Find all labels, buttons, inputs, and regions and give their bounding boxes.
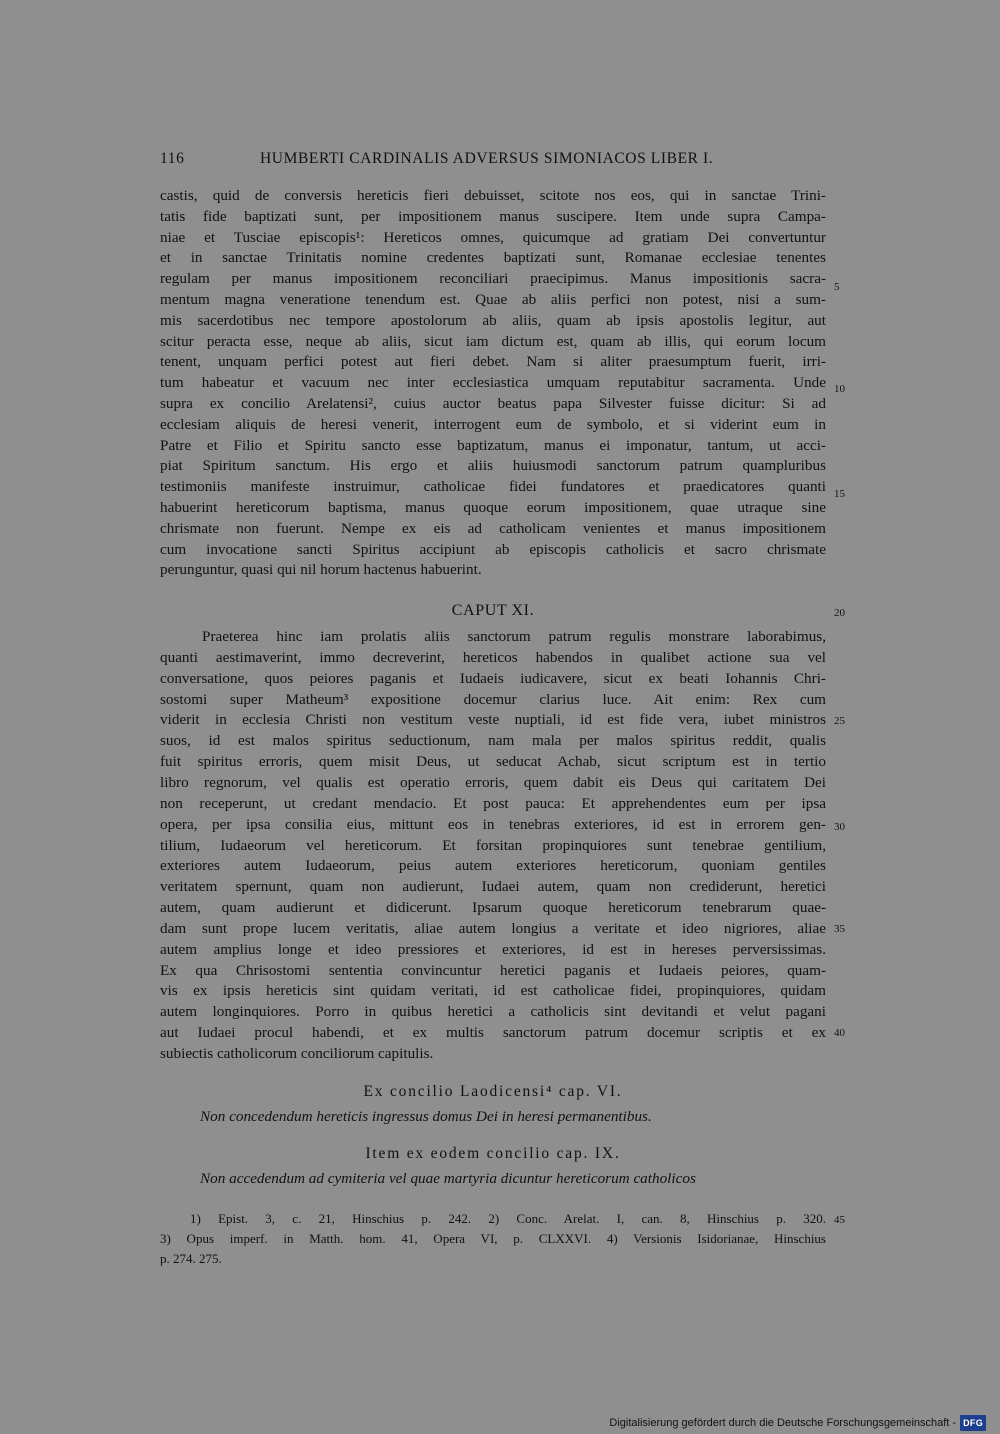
section-heading-eodem: Item ex eodem concilio cap. IX.	[365, 1145, 621, 1162]
margin-line-number: 40	[834, 1027, 845, 1039]
text-line: autem longinquiores. Porro in quibus heretici a catholicis sint devitandi et velut pagani	[160, 1003, 826, 1021]
footer-credit	[609, 1416, 986, 1430]
text-line: chrismate non fuerunt. Nempe ex eis ad catholicam venientes et manus impositionem	[160, 519, 826, 537]
margin-line-number: 30	[834, 821, 845, 833]
text-line: libro regnorum, vel qualis est operatio erroris, quem dabit eis Deus qui caritatem Dei	[160, 773, 826, 791]
text-line: tum habeatur et vacuum nec inter ecclesiastica umquam reputabitur sacramenta. Unde	[160, 374, 826, 392]
text-line: dam sunt prope lucem veritatis, aliae autem longius a veritate et ideo nigriores, aliae	[160, 919, 826, 937]
text-line: piat Spiritum sanctum. His ergo et aliis huiusmodi sanctorum patrum quampluribus	[160, 457, 826, 475]
text-line: subiectis catholicorum conciliorum capitulis.	[160, 1045, 434, 1062]
text-line: regulam per manus impositionem reconciliari praecipimus. Manus impositionis sacra-	[160, 270, 826, 288]
margin-line-number: 35	[834, 923, 845, 935]
text-line: mis sacerdotibus nec tempore apostolorum ab aliis, quam ab ipsis apostolis legitur, aut	[160, 311, 826, 329]
section-heading-laodicensi: Ex concilio Laodicensi⁴ cap. VI.	[363, 1083, 623, 1100]
running-title: HUMBERTI CARDINALIS ADVERSUS SIMONIACOS LIBER I.	[260, 150, 714, 167]
text-line: testimoniis manifeste instruimur, catholicae fidei fundatores et praedicatores quanti	[160, 478, 826, 496]
text-line: perunguntur, quasi qui nil horum hactenus habuerint.	[160, 561, 482, 579]
text-line: Ex qua Chrisostomi sententia convincuntur heretici paganis et Iudaeis peiores, quam-	[160, 961, 826, 979]
margin-line-number: 10	[834, 383, 845, 395]
text-line: tilium, Iudaeorum vel hereticorum. Et forsitan propinquiores sunt tenebrae gentilium,	[160, 836, 826, 854]
section-text-laodicensi: Non concedendum hereticis ingressus domus Dei in heresi permanentibus.	[200, 1108, 652, 1125]
text-line: tatis fide baptizati sunt, per impositionem manus suscipere. Item unde supra Campa-	[160, 207, 826, 225]
text-line: vis ex ipsis hereticis sint quidam veritati, id est catholicae fidei, propinquiores, quidam	[160, 982, 826, 1000]
section-text-eodem: Non accedendum ad cymiteria vel quae martyria dicuntur hereticorum catholicos	[200, 1170, 696, 1187]
dfg-logo: DFG	[960, 1415, 986, 1431]
text-line: et in sanctae Trinitatis nomine credentes baptizati sunt, Romanae ecclesiae tenentes	[160, 249, 826, 267]
margin-line-number: 20	[834, 607, 845, 619]
text-line: niae et Tusciae episcopis¹: Hereticos omnes, quicumque ad gratiam Dei convertuntur	[160, 228, 826, 246]
text-line: habuerint hereticorum baptisma, manus quoque eorum impositionem, quae utraque sine	[160, 499, 826, 516]
margin-line-number: 5	[834, 281, 840, 293]
text-line: autem, quam audierunt et didicerunt. Ipsarum quoque hereticorum tenebrarum quae-	[160, 899, 826, 917]
text-line: aut Iudaei procul habendi, et ex multis sanctorum patrum docemur scriptis et ex	[160, 1024, 826, 1042]
text-line: sostomi super Matheum³ expositione docemur clarius luce. Ait enim: Rex cum	[160, 690, 826, 708]
text-line: opera, per ipsa consilia eius, mittunt eos in tenebras exteriores, id est in errorem gen-	[160, 815, 826, 833]
text-line: Praeterea hinc iam prolatis aliis sanctorum patrum regulis monstrare laborabimus,	[202, 628, 826, 645]
margin-line-number: 25	[834, 715, 845, 727]
text-line: tenent, unquam perfici potest aut fieri debet. Nam si aliter praesumptum fuerit, irri-	[160, 353, 826, 371]
footnote-line: 1) Epist. 3, c. 21, Hinschius p. 242. 2) Conc. Arelat. I, can. 8, Hinschius p. 320.	[190, 1211, 826, 1226]
text-line: autem amplius longe et ideo pressiores et exteriores, id est in hereses perversissimas.	[160, 940, 826, 958]
text-line: conversatione, quos peiores paganis et Iudaeis iudicavere, sicut ex beati Iohannis Chri-	[160, 669, 826, 687]
text-line: veritatem spernunt, quam non audierunt, Iudaei autem, quam non crediderunt, heretici	[160, 878, 826, 896]
running-header	[160, 150, 826, 174]
margin-line-number: 45	[834, 1214, 845, 1226]
footnote-line: p. 274. 275.	[160, 1251, 222, 1266]
text-line: supra ex concilio Arelatensi², cuius auctor beatus papa Silvester fuisse dicitur: Si ad	[160, 395, 826, 412]
footnote-line: 3) Opus imperf. in Matth. hom. 41, Opera VI, p. CLXXVI. 4) Versionis Isidorianae, Hinschius	[160, 1231, 826, 1246]
footer-text: Digitalisierung gefördert durch die Deutsche Forschungsgemeinschaft -	[609, 1417, 957, 1429]
text-line: ecclesiam aliquis de heresi venerit, interrogent eum de symbolo, et si viderint eum in	[160, 415, 826, 433]
text-line: scitur peracta esse, neque ab aliis, sicut iam dictum est, quam ab illis, qui eorum locum	[160, 332, 826, 350]
text-line: non receperunt, ut credant mendacio. Et post pauca: Et apprehendentes eum per ipsa	[160, 794, 826, 812]
text-line: quanti aestimaverint, immo decreverint, hereticos habendos in qualibet actione sua vel	[160, 648, 826, 666]
text-line: cum invocatione sancti Spiritus accipiunt ab episcopis catholicis et sacro chrismate	[160, 540, 826, 558]
margin-line-number: 15	[834, 488, 845, 500]
text-line: viderit in ecclesia Christi non vestitum veste nuptiali, id est fide vera, iubet ministros	[160, 711, 826, 729]
text-line: mentum magna veneratione tenendum est. Quae ab aliis perfici non potest, nisi a sum-	[160, 291, 826, 308]
page-number: 116	[160, 150, 185, 167]
text-line: exteriores autem Iudaeorum, peius autem exteriores hereticorum, quoniam gentiles	[160, 857, 826, 875]
text-line: fuit spiritus erroris, quem misit Deus, ut seducat Achab, sicut scriptum est in tertio	[160, 753, 826, 771]
text-line: suos, id est malos spiritus seductionum, nam mala per malos spiritus reddit, qualis	[160, 732, 826, 750]
text-line: Patre et Filio et Spiritu sancto esse baptizatum, manus ei imponatur, tantum, ut acci-	[160, 436, 826, 454]
chapter-heading: CAPUT XI.	[451, 602, 535, 619]
text-line: castis, quid de conversis hereticis fieri debuisset, scitote nos eos, qui in sanctae Trini-	[160, 187, 826, 204]
